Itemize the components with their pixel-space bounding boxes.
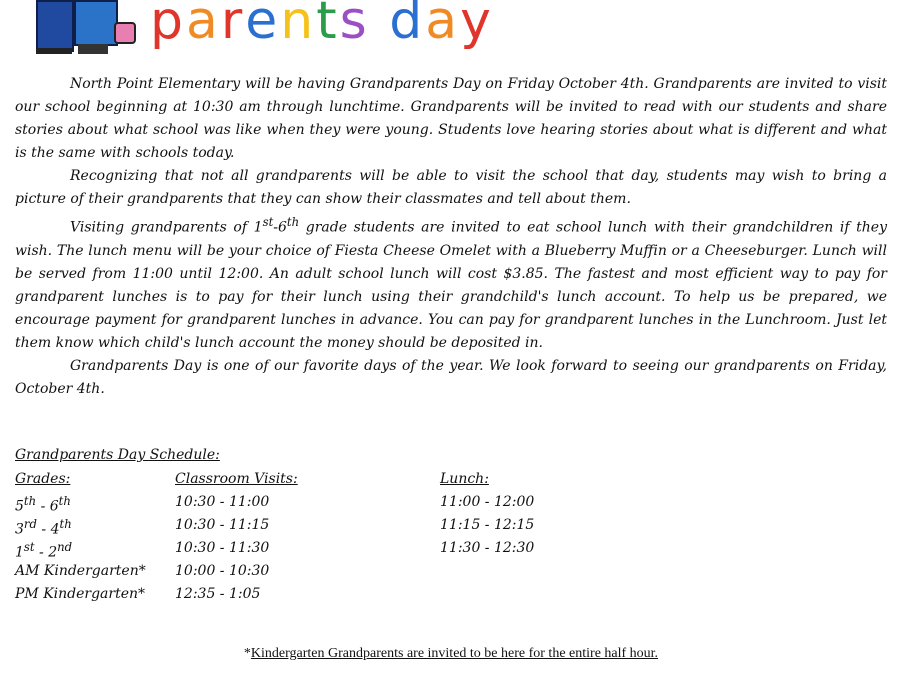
visit-time: 10:30 - 11:30 <box>175 540 270 556</box>
grades-column <box>15 471 146 609</box>
title-letter: e <box>245 0 281 51</box>
lunch-header: Lunch: <box>440 471 489 487</box>
lunch-time: 11:00 - 12:00 <box>440 494 535 510</box>
grade-row: PM Kindergarten* <box>15 586 146 602</box>
footnote: *Kindergarten Grandparents are invited to be here for the entire half hour. <box>243 646 659 661</box>
page-title <box>150 0 494 56</box>
paragraph-picture: Recognizing that not all grandparents will be able to visit the school that day, students may wish to bring a picture of their grandparents that they can show their classmates and tell about them. <box>15 168 887 207</box>
schedule-title: Grandparents Day Schedule: <box>15 447 220 463</box>
title-letter: a <box>186 0 221 51</box>
visit-time: 12:35 - 1:05 <box>175 586 261 602</box>
title-letter: d <box>389 0 426 51</box>
paragraph-lunch: Visiting grandparents of 1st-6th grade students are invited to eat school lunch with their grandchildren if they wish. The lunch menu will be your choice of Fiesta Cheese Omelet with a Blueberry Muffin or a Cheeseburger. Lunch will be served from 11:00 until 12:00. An adult school lunch will cost $3.85. The fastest and most efficient way to pay for grandparent lunches is to pay for their lunch using their grandchild's lunch account. To help us be prepared, we encourage payment for grandparent lunches in advance. You can pay for grandparent lunches in the Lunchroom. Just let them know which child's lunch account the money should be deposited in. <box>15 215 888 351</box>
visit-time: 10:30 - 11:00 <box>175 494 270 510</box>
grade-row: 3rd - 4th <box>15 517 72 538</box>
paragraph-closing: Grandparents Day is one of our favorite days of the year. We look forward to seeing our grandparents on Friday, October 4th. <box>15 357 887 397</box>
visit-time: 10:00 - 10:30 <box>175 563 270 579</box>
lunch-time: 11:30 - 12:30 <box>440 540 535 556</box>
title-letter: n <box>280 0 317 51</box>
title-letter: t <box>316 0 340 51</box>
grade-row: 5th - 6th <box>15 494 71 515</box>
title-letter: a <box>425 0 461 51</box>
visits-header: Classroom Visits: <box>175 471 298 487</box>
visit-time: 10:30 - 11:15 <box>175 517 270 533</box>
grade-row: AM Kindergarten* <box>15 563 146 579</box>
lunch-column <box>440 471 534 563</box>
title-letter: r <box>220 0 246 51</box>
title-letter: s <box>339 0 370 51</box>
visits-column <box>175 471 298 609</box>
paragraph-intro: North Point Elementary will be having Grandparents Day on Friday October 4th. Grandparents are invited to visit our school beginning at 10:30 am through lunchtime. Grandparents will be invited to read with our students and share stories about what school was like when they were young. Students love hearing stories about what is different and what is the same with schools today. <box>15 76 887 161</box>
letter-body <box>15 73 887 401</box>
title-letter <box>370 0 390 56</box>
grandparents-clipart-icon <box>30 0 130 55</box>
grades-header: Grades: <box>15 471 71 487</box>
grade-row: 1st - 2nd <box>15 540 73 561</box>
title-letter: p <box>150 0 187 51</box>
header <box>0 0 902 60</box>
title-letter: y <box>460 0 494 51</box>
lunch-time: 11:15 - 12:15 <box>440 517 535 533</box>
